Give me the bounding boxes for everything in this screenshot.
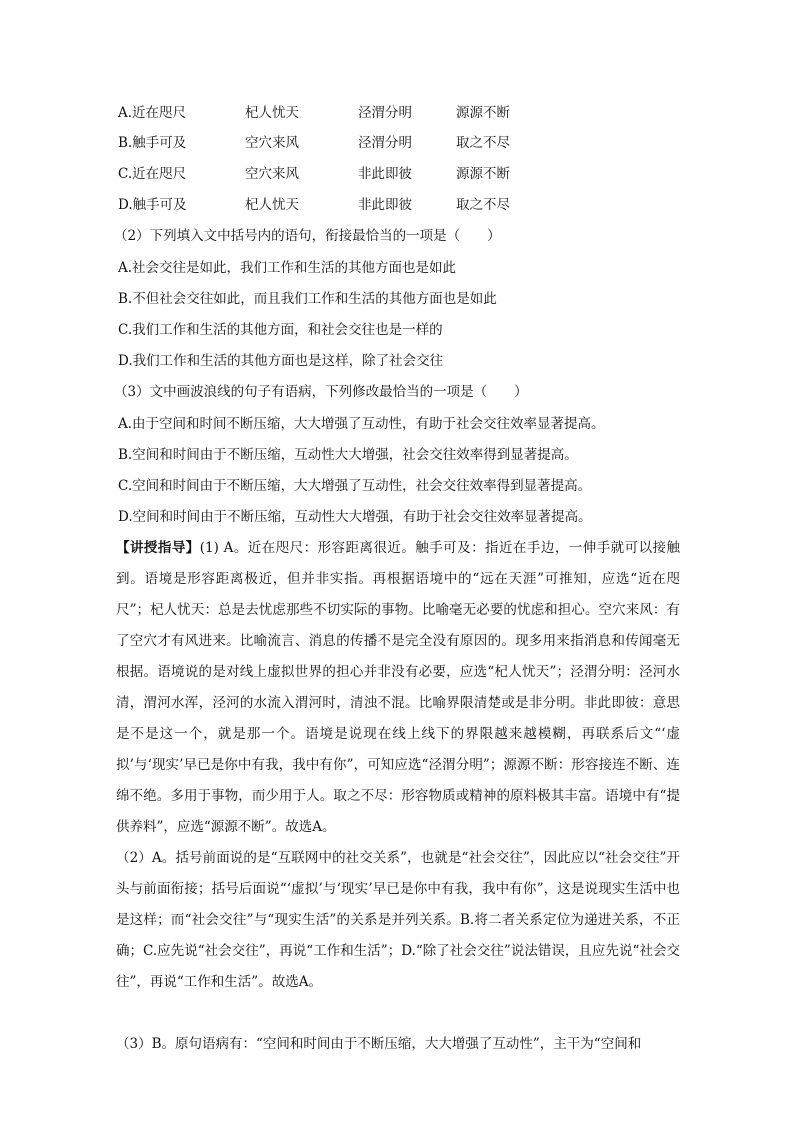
option-word-1: 触手可及 [132, 135, 187, 151]
guide-paragraph-1-text [116, 533, 680, 843]
guide-p1-body: (1) A。近在咫尺：形容距离很近。触手可及：指近在手边，一伸手就可以接触到。语境是形容距离极近，但并非实指。再根据语境中的“远在天涯”可推知，应选“近在咫尺”；杞人忧天：总是去忧虑那些不切实际的事物。比喻毫无必要的忧虑和担心。空穴来风：有了空穴才有风进来。比喻流言、消息的传播不是完全没有原因的。现多用来指消息和传闻毫无根据。语境说的是对线上虚拟世界的担心并非没有必要，应选“杞人忧天”；泾渭分明：泾河水清，渭河水浑，泾河的水流入渭河时，清浊不混。比喻界限清楚或是非分明。非此即彼：意思是不是这一个，就是那一个。语境是说现在线上线下的界限越来越模糊，再联系后文“‘虚拟’与‘现实’早已是你中有我，我中有你”，可知应选“泾渭分明”；源源不断：形容接连不断、连绵不绝。多用于事物，而少用于人。取之不尽：形容物质或精神的原料极其丰富。语境中有“提供养料”，应选“源源不断”。故选A。 [116, 540, 680, 835]
option-word-3: 非此即彼 [358, 166, 412, 182]
q2-stem: （2）下列填入文中括号内的语句，衔接最恰当的一项是（ ） [114, 228, 501, 244]
guide-lead: 【讲授指导】 [116, 540, 200, 556]
option-word-4: 取之不尽 [456, 197, 510, 213]
option-letter: D. [118, 197, 133, 213]
option-word-3: 泾渭分明 [358, 135, 412, 151]
guide-p3-body: （3）B。原句语病有：“空间和时间由于不断压缩，大大增强了互动性”，主干为“空间和 [116, 1036, 642, 1052]
option-letter: B. [118, 135, 133, 151]
option-word-2: 空穴来风 [245, 166, 299, 182]
q3-stem: （3）文中画波浪线的句子有语病，下列修改最恰当的一项是（ ） [114, 384, 528, 400]
q3-option-b: B.空间和时间由于不断压缩，互动性大大增强，社会交往效率得到显著提高。 [118, 447, 578, 463]
option-word-1: 近在咫尺 [132, 166, 187, 182]
option-word-3: 泾渭分明 [358, 105, 412, 121]
q3-option-c: C.空间和时间由于不断压缩，大大增强了互动性，社会交往效率得到显著提高。 [118, 478, 592, 494]
option-word-1: 触手可及 [132, 197, 187, 213]
option-word-4: 源源不断 [456, 166, 510, 182]
guide-paragraph-2 [116, 843, 680, 998]
option-letter-label [118, 103, 186, 123]
option-word-1: 近在咫尺 [132, 105, 187, 121]
option-word-2: 杞人忧天 [245, 197, 299, 213]
guide-p2-body: （2）A。括号前面说的是“互联网中的社交关系”，也就是“社会交往”，因此应以“社会交往”开头与前面衔接；括号后面说“‘虚拟’与‘现实’早已是你中有我，我中有你”，这是说现实生活中也是这样；而“社会交往”与“现实生活”的关系是并列关系。B.将二者关系定位为递进关系，不正确；C.应先说“社会交往”，再说“工作和生活”；D.“除了社会交往”说法错误，且应先说“社会交往”，再说“工作和生活”。故选A。 [116, 850, 680, 990]
option-word-3: 非此即彼 [358, 197, 412, 213]
option-word-2: 空穴来风 [245, 135, 299, 151]
option-letter-label [118, 195, 187, 215]
option-word-4: 源源不断 [456, 105, 510, 121]
q2-option-b: B.不但社会交往如此，而且我们工作和生活的其他方面也是如此 [118, 291, 497, 307]
option-letter-label [118, 133, 186, 153]
option-word-2: 杞人忧天 [245, 105, 299, 121]
option-letter-label [118, 164, 186, 184]
q2-option-c: C.我们工作和生活的其他方面，和社会交往也是一样的 [118, 322, 443, 338]
q2-option-d: D.我们工作和生活的其他方面也是这样，除了社会交往 [118, 353, 444, 369]
option-letter: A. [118, 105, 133, 121]
q3-option-a: A.由于空间和时间不断压缩，大大增强了互动性，有助于社会交往效率显著提高。 [118, 416, 605, 432]
q2-option-a: A.社会交往是如此，我们工作和生活的其他方面也是如此 [118, 260, 457, 276]
guide-paragraph-1 [116, 533, 680, 843]
q3-option-d: D.空间和时间由于不断压缩，互动性大大增强，有助于社会交往效率显著提高。 [118, 509, 592, 525]
option-letter: C. [118, 166, 133, 182]
option-word-4: 取之不尽 [456, 135, 510, 151]
guide-paragraph-3 [116, 1029, 680, 1060]
